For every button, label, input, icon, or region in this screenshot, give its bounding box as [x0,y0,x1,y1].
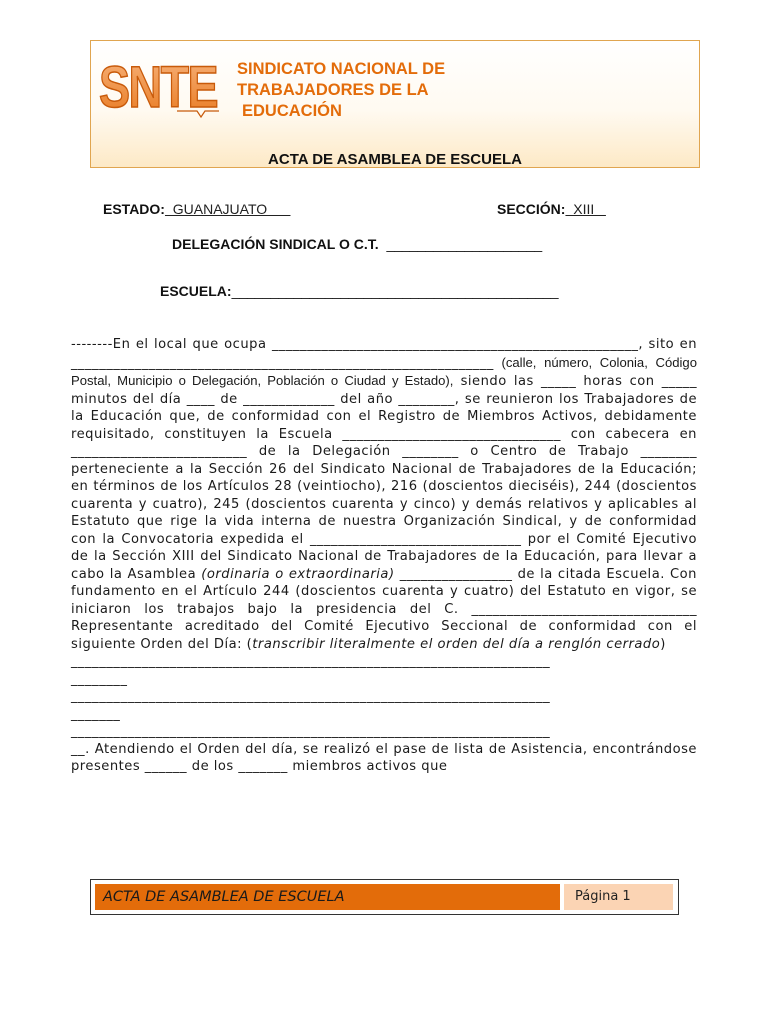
delegacion-label: DELEGACIÓN SINDICAL O C.T. [172,236,379,252]
svg-text:SNTE: SNTE [99,55,218,120]
org-name-line-3: EDUCACIÓN [242,102,342,120]
header-box [90,40,700,168]
estado-field [103,201,290,217]
organization-name [237,59,445,122]
paragraph-1-part-c: siendo las _____ horas con _____ minutos del día ____ de _____________ del año ________, se reunieron los Trabajadores de la Educación que, de conformidad con el Registro de Miembros Activos, debidamente requisitado, constituyen la Escuela _______________________________ con cabecera en _________________________ de la Delegación ________ o Centro de Trabajo ________ perteneciente a la Sección 26 del Sindicato Nacional de Trabajadores de la Educación; en términos de los Artículos 28 (veintiocho), 216 (doscientos dieciséis), 244 (doscientos cuarenta y cuatro), 245 (doscientos cuarenta y cinco) y demás relativos y aplicables al Estatuto que rige la vida interna de nuestra Organización Sindical, y de conformidad con la Convocatoria expedida el ______________________________ por el Comité Ejecutivo de la Sección XIII del Sindicato Nacional de Trabajadores de la Educación, para llevar a cabo la Asamblea [71,374,697,582]
blank-line: ____________________________________________________________________ [71,689,551,704]
acta-body [71,336,697,776]
footer-title: ACTA DE ASAMBLEA DE ESCUELA [95,884,560,910]
order-of-day-hint: transcribir literalmente el orden del día a renglón cerrado [252,636,661,652]
address-hint: (calle, número, Colonia, Código Postal, Municipio o Delegación, Población o Ciudad y Estado), [71,354,697,388]
page-footer [90,879,679,915]
acta-paragraph-2: __. Atendiendo el Orden del día, se realizó el pase de lista de Asistencia, encontrándose presentes ______ de los _______ miembros activos que [71,741,697,774]
escuela-label: ESCUELA: [160,283,232,299]
estado-value: GUANAJUATO [164,201,291,217]
delegacion-value: ____________________ [386,236,543,252]
snte-logo [97,49,221,119]
estado-label: ESTADO: [103,201,165,217]
blank-line: ____________________________________________________________________ [71,724,551,739]
page-number: Página 1 [564,884,673,910]
blank-line-tail: _______ [71,706,121,722]
org-name-line-2: TRABAJADORES DE LA [237,81,429,99]
seccion-field [497,201,606,217]
org-name-line-1: SINDICATO NACIONAL DE [237,60,446,78]
blank-line-tail: ________ [71,671,128,687]
document-title: ACTA DE ASAMBLEA DE ESCUELA [268,151,522,168]
assembly-type-hint: (ordinaria o extraordinaria) [201,566,395,582]
blank-line: ____________________________________________________________________ [71,654,551,669]
paragraph-1-part-e: ) [660,636,666,652]
seccion-label: SECCIÓN: [497,201,566,217]
paragraph-1-part-a: --------En el local que ocupa ____________________________________________________, sito en ____________________________________________________________ [71,337,697,371]
seccion-value: XIII [565,201,606,217]
escuela-value: __________________________________________ [231,283,559,299]
paragraph-1-part-d: ________________ de la citada Escuela. Con fundamento en el Artículo 244 (doscientos cuarenta y cuatro) del Estatuto en vigor, se iniciaron los trabajos bajo la presidencia del C. ________________________________ Representante acreditado del Comité Ejecutivo Seccional de conformidad con el siguiente Orden del Día: ( [71,566,697,652]
acta-paragraph-1 [71,336,697,653]
delegacion-field [172,236,542,252]
escuela-field [160,283,559,299]
